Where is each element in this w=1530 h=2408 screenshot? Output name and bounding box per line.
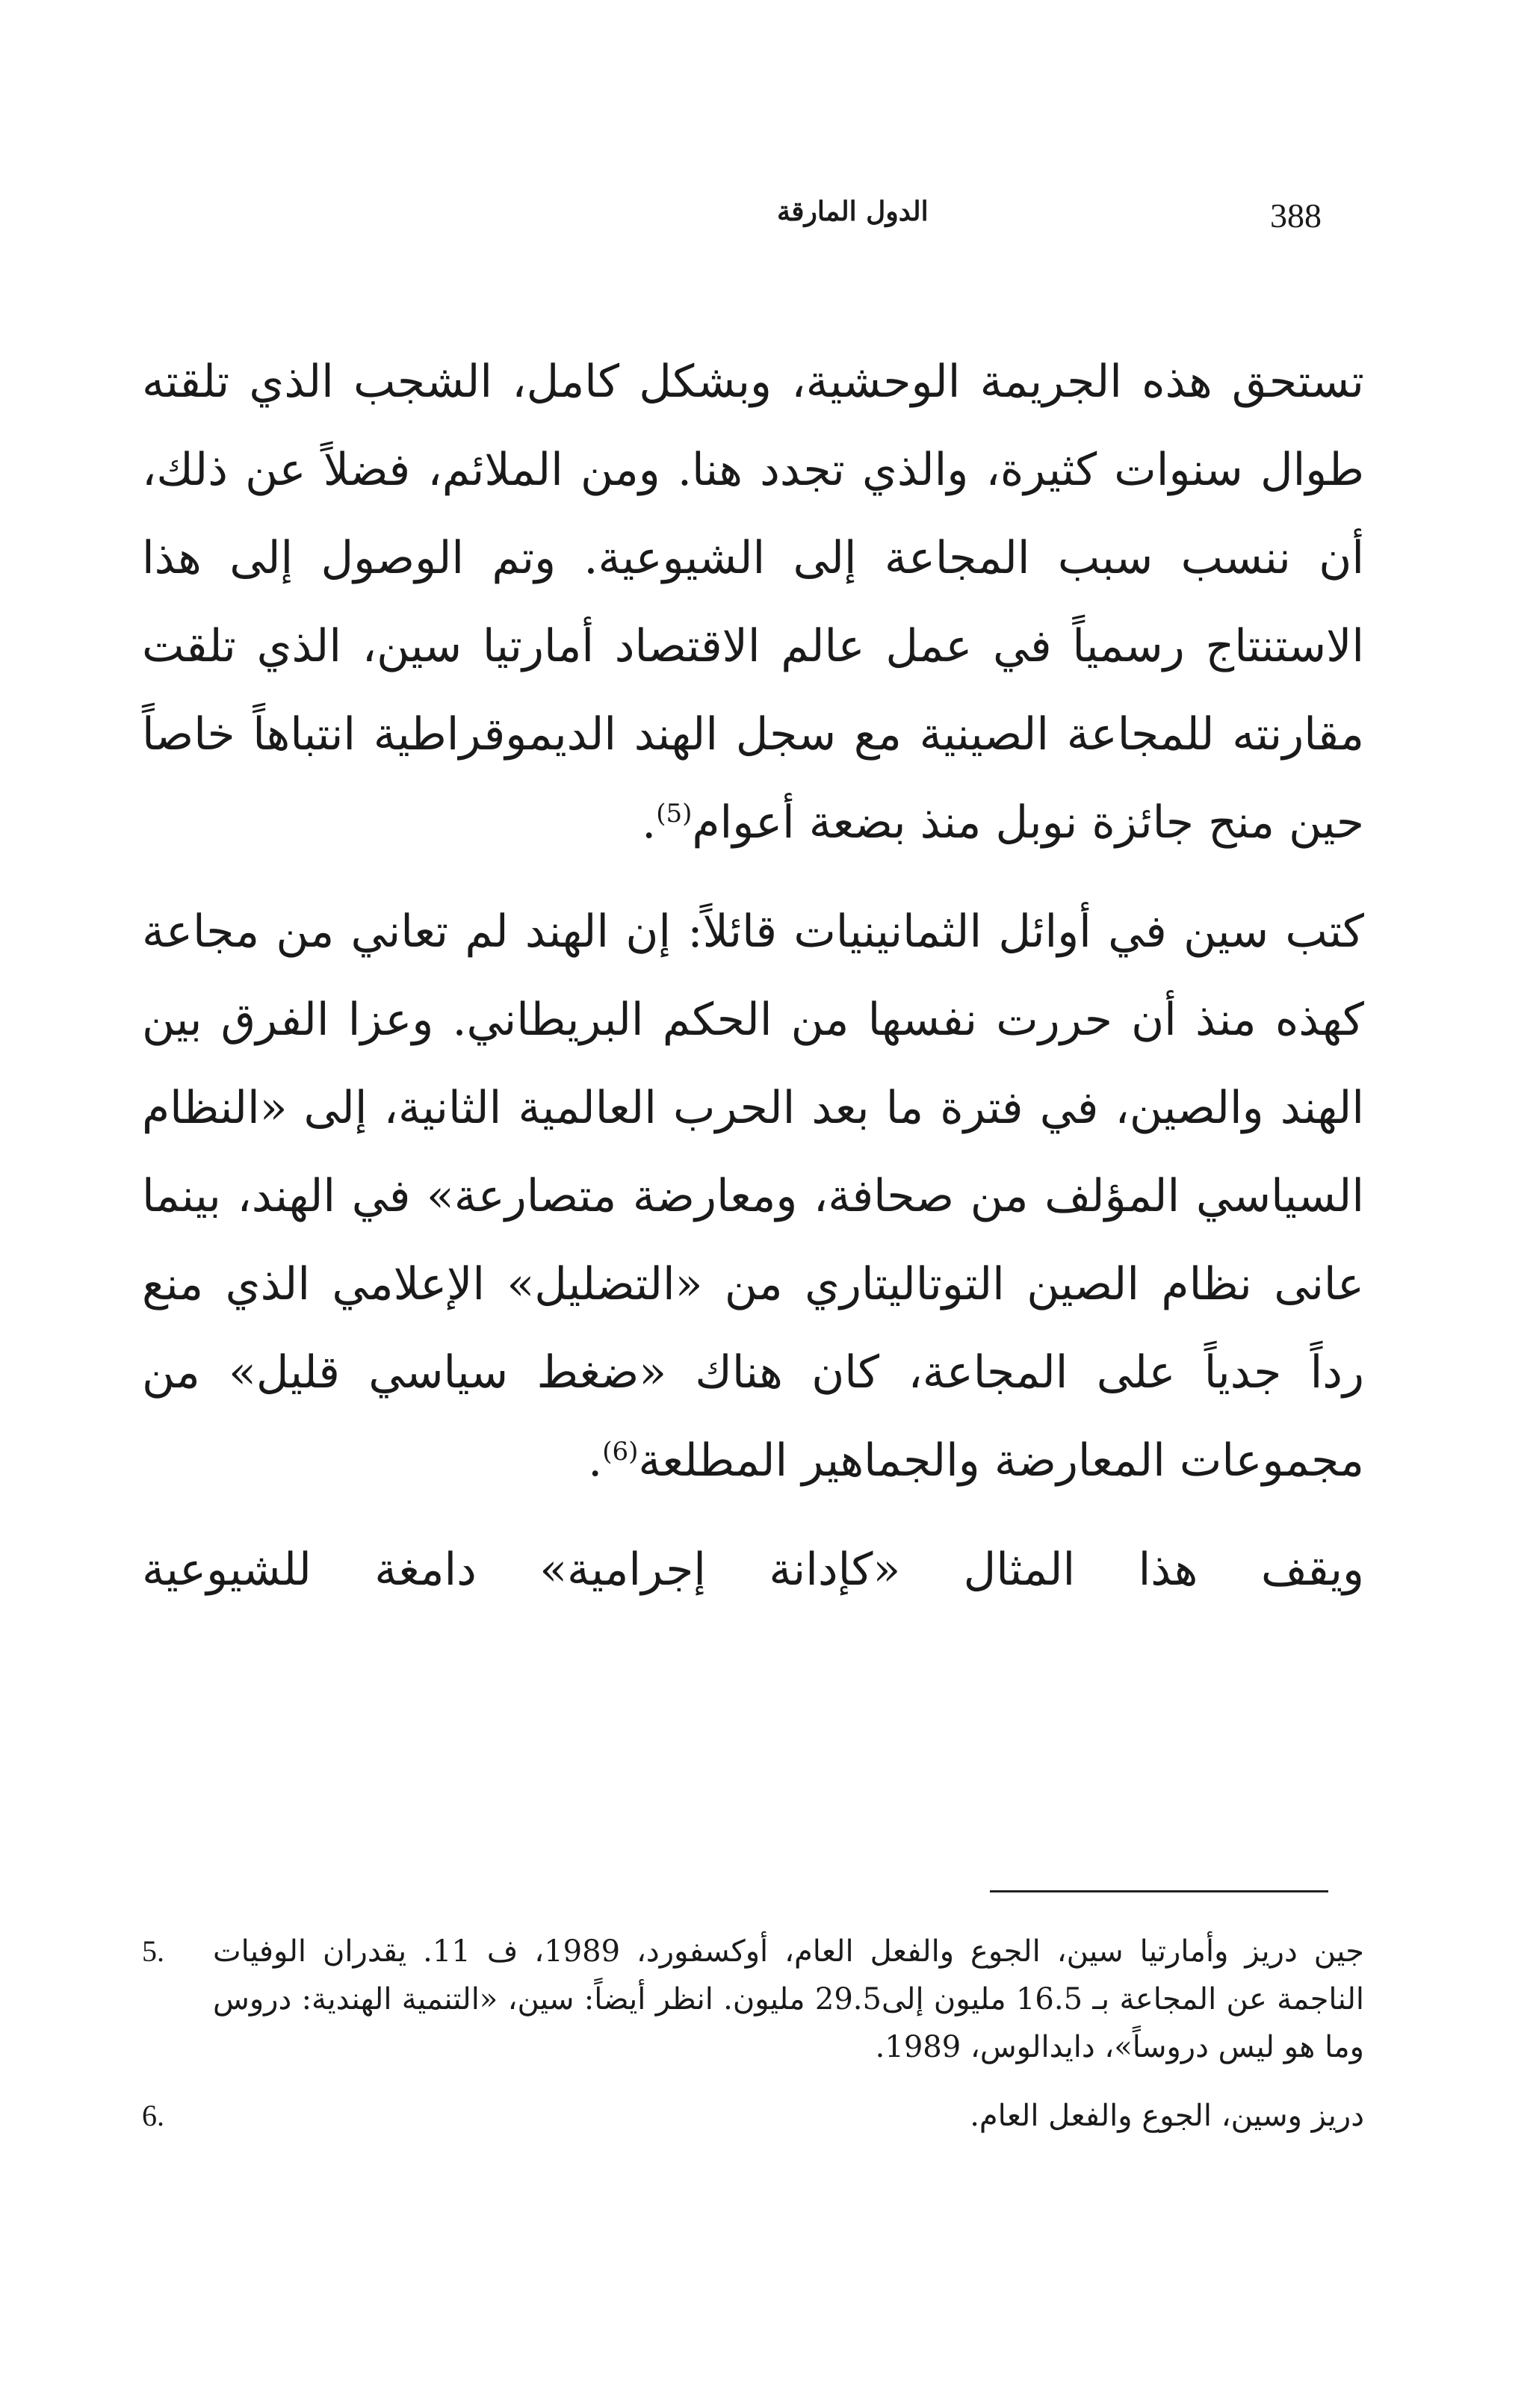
footnote-5-text: جين دريز وأمارتيا سين، الجوع والفعل العام، أوكسفورد، 1989، ف 11. يقدران الوفيات الناجمة عن المجاعة بـ 16.5 مليون إلى29.5 مليون. انظر أيضاً: سين، «التنمية الهندية: دروس وما هو ليس دروساً»، دايدالوس، 1989.: [213, 1934, 1365, 2064]
footnote-ref-5: (5): [656, 799, 693, 829]
running-title: الدول المارقة: [777, 196, 929, 227]
footnote-5-number: 5.: [142, 1934, 164, 1968]
footnote-6-number: 6.: [142, 2099, 164, 2132]
paragraph-2: [142, 888, 1364, 1505]
paragraph-1-end: .: [642, 796, 657, 849]
paragraph-1-text: تستحق هذه الجريمة الوحشية، وبشكل كامل، الشجب الذي تلقته طوال سنوات كثيرة، والذي تجدد هنا. ومن الملائم، فضلاً عن ذلك، أن ننسب سبب المجاعة إلى الشيوعية. وتم الوصول إلى هذا الاستنتاج رسمياً في عمل عالم الاقتصاد أمارتيا سين، الذي تلقت مقارنته للمجاعة الصينية مع سجل الهند الديموقراطية انتباهاً خاصاً حين منح جائزة نوبل منذ بضعة أعوام: [142, 356, 1365, 849]
body-text: [142, 338, 1364, 1614]
paragraph-3-text: ويقف هذا المثال «كإدانة إجرامية» دامغة للشيوعية: [142, 1544, 1364, 1596]
page-number: 388: [1270, 196, 1322, 235]
paragraph-3: [142, 1526, 1364, 1614]
footnotes: [142, 1928, 1364, 2161]
footnote-ref-6: (6): [602, 1437, 639, 1467]
paragraph-1: [142, 338, 1364, 867]
footnote-6-text: دريز وسين، الجوع والفعل العام.: [970, 2099, 1364, 2133]
footnote-5: [142, 1928, 1364, 2071]
footnote-divider: [990, 1890, 1328, 1892]
paragraph-2-text: كتب سين في أوائل الثمانينيات قائلاً: إن الهند لم تعاني من مجاعة كهذه منذ أن حررت نفسها من الحكم البريطاني. وعزا الفرق بين الهند والصين، في فترة ما بعد الحرب العالمية الثانية، إلى «النظام السياسي المؤلف من صحافة، ومعارضة متصارعة» في الهند، بينما عانى نظام الصين التوتاليتاري من «التضليل» الإعلامي الذي منع رداً جدياً على المجاعة، كان هناك «ضغط سياسي قليل» من مجموعات المعارضة والجماهير المطلعة: [142, 906, 1364, 1487]
running-header: [134, 196, 1345, 248]
paragraph-2-end: .: [588, 1434, 603, 1487]
footnote-6: [142, 2092, 1364, 2140]
